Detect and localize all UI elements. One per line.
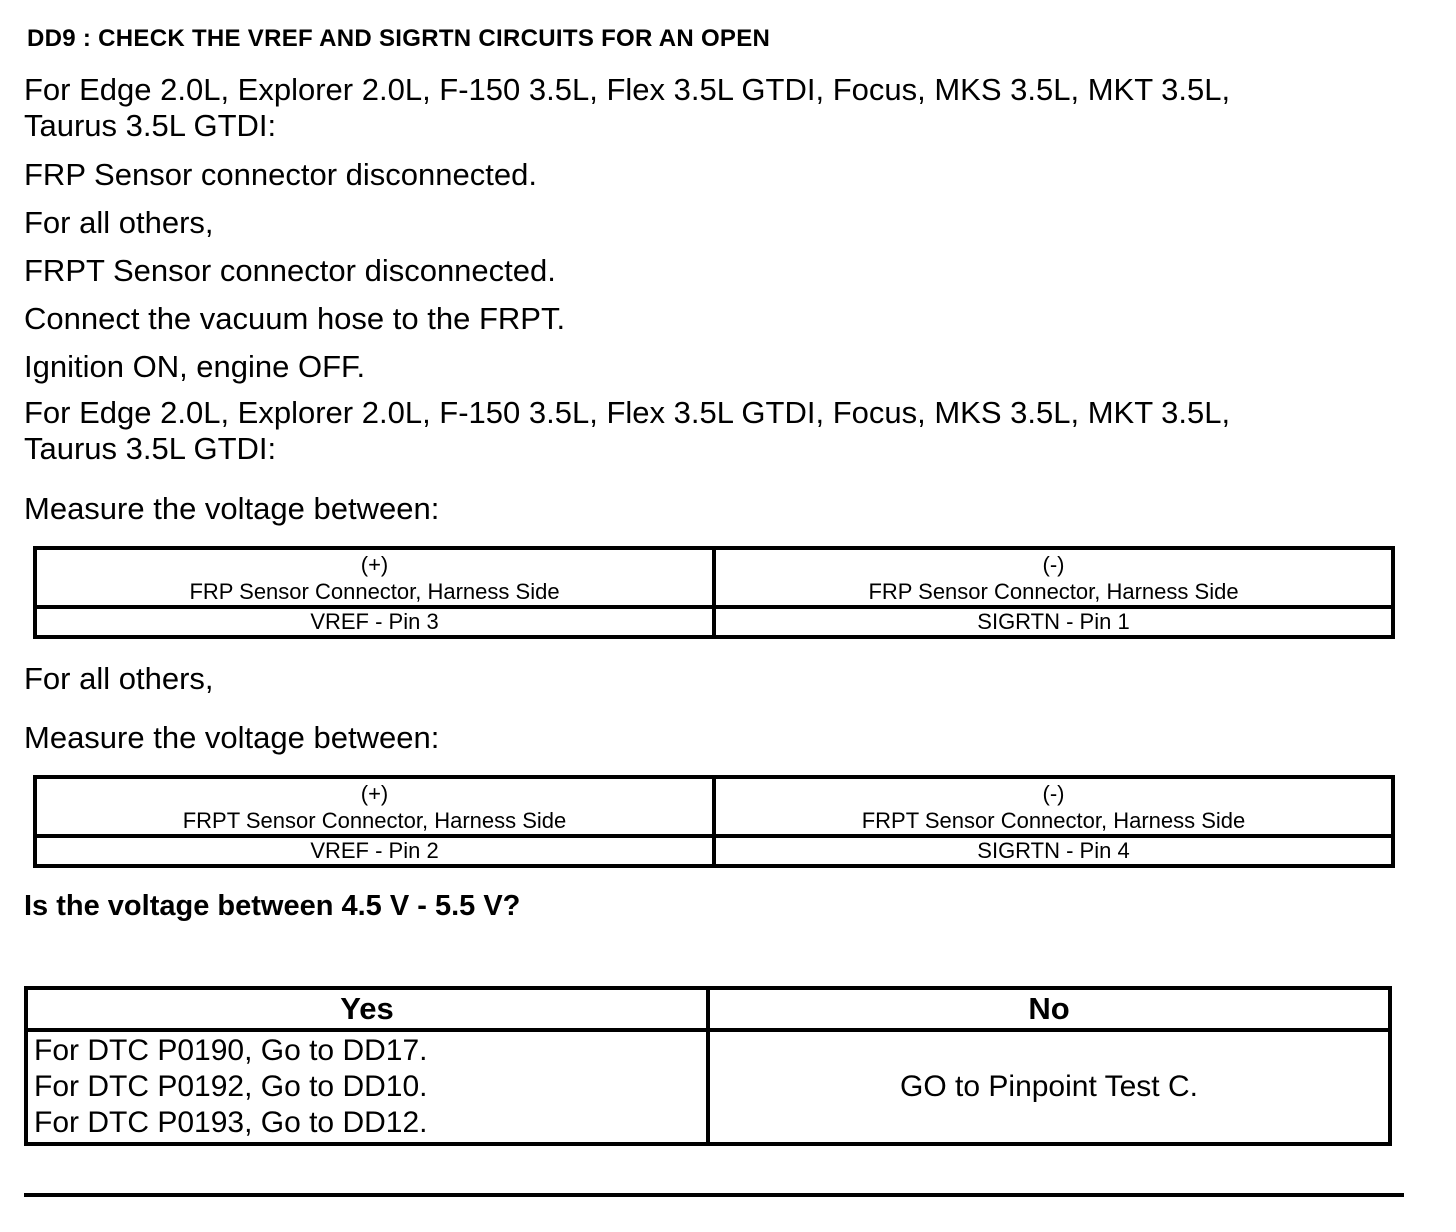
voltage-question: Is the voltage between 4.5 V - 5.5 V? <box>24 890 521 922</box>
frp-negative-header-cell <box>714 548 1393 607</box>
yes-actions <box>26 1030 708 1144</box>
frp-positive-label: (+) <box>360 552 389 577</box>
models-note-a <box>24 72 1230 144</box>
yes-action-p0192: For DTC P0192, Go to DD10. <box>34 1070 428 1103</box>
all-others-note-2: For all others, <box>24 661 214 696</box>
all-others-note-1: For all others, <box>24 205 214 240</box>
frpt-negative-pin: SIGRTN - Pin 4 <box>714 836 1393 866</box>
frp-measurement-table <box>33 546 1395 639</box>
frp-positive-header-cell <box>35 548 714 607</box>
frpt-measurement-table <box>33 775 1395 868</box>
frpt-disconnect-instruction: FRPT Sensor connector disconnected. <box>24 253 556 288</box>
yes-action-p0190: For DTC P0190, Go to DD17. <box>34 1034 428 1067</box>
frpt-negative-connector: FRPT Sensor Connector, Harness Side <box>861 808 1246 833</box>
models-note-a-line2: Taurus 3.5L GTDI: <box>24 108 277 143</box>
frpt-positive-connector: FRPT Sensor Connector, Harness Side <box>182 808 567 833</box>
frp-negative-pin: SIGRTN - Pin 1 <box>714 607 1393 637</box>
frpt-negative-label: (-) <box>1042 781 1065 806</box>
frpt-positive-label: (+) <box>360 781 389 806</box>
bottom-divider <box>24 1193 1404 1197</box>
measure-instruction-1: Measure the voltage between: <box>24 491 440 526</box>
measure-instruction-2: Measure the voltage between: <box>24 720 440 755</box>
frpt-positive-pin: VREF - Pin 2 <box>35 836 714 866</box>
step-heading: DD9 : CHECK THE VREF AND SIGRTN CIRCUITS FOR AN OPEN <box>27 25 771 52</box>
no-action: GO to Pinpoint Test C. <box>708 1030 1390 1144</box>
models-note-b-line1: For Edge 2.0L, Explorer 2.0L, F-150 3.5L, Flex 3.5L GTDI, Focus, MKS 3.5L, MKT 3.5L, <box>24 395 1231 430</box>
frp-positive-connector: FRP Sensor Connector, Harness Side <box>189 579 560 604</box>
models-note-a-line1: For Edge 2.0L, Explorer 2.0L, F-150 3.5L, Flex 3.5L GTDI, Focus, MKS 3.5L, MKT 3.5L, <box>24 72 1231 107</box>
frp-positive-pin: VREF - Pin 3 <box>35 607 714 637</box>
frpt-negative-header-cell <box>714 777 1393 836</box>
no-header: No <box>708 988 1390 1030</box>
models-note-b-line2: Taurus 3.5L GTDI: <box>24 431 277 466</box>
ignition-instruction: Ignition ON, engine OFF. <box>24 349 366 384</box>
vacuum-hose-instruction: Connect the vacuum hose to the FRPT. <box>24 301 566 336</box>
frp-negative-connector: FRP Sensor Connector, Harness Side <box>868 579 1239 604</box>
yes-action-p0193: For DTC P0193, Go to DD12. <box>34 1106 428 1139</box>
frp-disconnect-instruction: FRP Sensor connector disconnected. <box>24 157 537 192</box>
result-table <box>24 986 1392 1146</box>
frp-negative-label: (-) <box>1042 552 1065 577</box>
frpt-positive-header-cell <box>35 777 714 836</box>
models-note-b <box>24 395 1230 467</box>
yes-header: Yes <box>26 988 708 1030</box>
